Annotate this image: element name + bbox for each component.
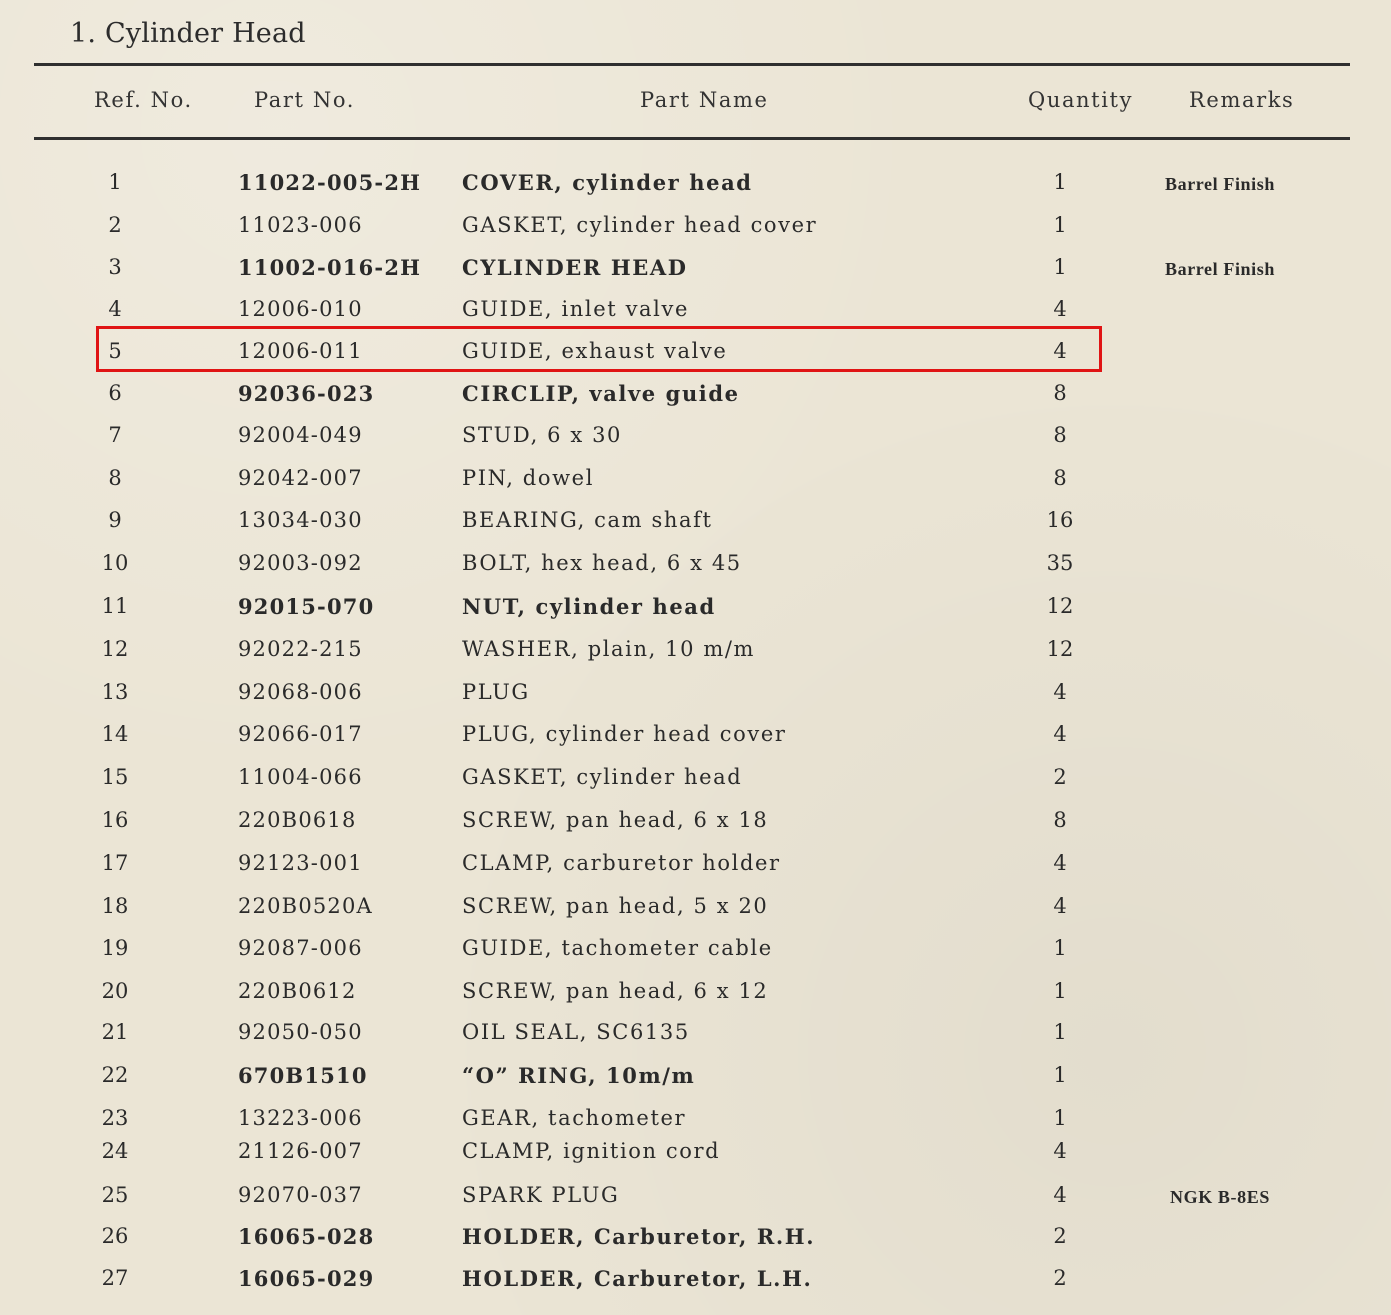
part-no-cell: 92050-050 bbox=[238, 1020, 363, 1044]
header-ref-no: Ref. No. bbox=[94, 88, 193, 112]
table-row bbox=[0, 1266, 1391, 1302]
part-name-cell: GASKET, cylinder head cover bbox=[462, 213, 818, 237]
ref-no-cell: 18 bbox=[101, 894, 129, 918]
ref-no-cell: 26 bbox=[101, 1224, 129, 1248]
part-name-cell: GUIDE, tachometer cable bbox=[462, 936, 773, 960]
quantity-cell: 1 bbox=[1053, 170, 1067, 194]
table-row bbox=[0, 637, 1391, 673]
ref-no-cell: 24 bbox=[101, 1139, 129, 1163]
quantity-cell: 1 bbox=[1053, 1020, 1067, 1044]
ref-no-cell: 17 bbox=[101, 851, 129, 875]
table-row bbox=[0, 936, 1391, 972]
ref-no-cell: 7 bbox=[108, 423, 122, 447]
table-row bbox=[0, 255, 1391, 291]
part-no-cell: 21126-007 bbox=[238, 1139, 363, 1163]
part-name-cell: PLUG bbox=[462, 680, 530, 704]
part-name-cell: COVER, cylinder head bbox=[462, 170, 753, 195]
part-name-cell: WASHER, plain, 10 m/m bbox=[462, 637, 756, 661]
table-row bbox=[0, 594, 1391, 630]
quantity-cell: 4 bbox=[1053, 851, 1067, 875]
part-no-cell: 92042-007 bbox=[238, 466, 363, 490]
quantity-cell: 4 bbox=[1053, 339, 1067, 363]
header-quantity: Quantity bbox=[1028, 88, 1134, 112]
quantity-cell: 8 bbox=[1053, 466, 1067, 490]
quantity-cell: 1 bbox=[1053, 936, 1067, 960]
ref-no-cell: 9 bbox=[108, 508, 122, 532]
part-no-cell: 92066-017 bbox=[238, 722, 363, 746]
quantity-cell: 1 bbox=[1053, 1106, 1067, 1130]
quantity-cell: 8 bbox=[1053, 381, 1067, 405]
quantity-cell: 35 bbox=[1046, 551, 1074, 575]
part-no-cell: 12006-010 bbox=[238, 297, 363, 321]
table-row bbox=[0, 423, 1391, 459]
ref-no-cell: 13 bbox=[101, 680, 129, 704]
table-row bbox=[0, 765, 1391, 801]
table-row bbox=[0, 1224, 1391, 1260]
ref-no-cell: 27 bbox=[101, 1266, 129, 1290]
table-row bbox=[0, 508, 1391, 544]
part-name-cell: SPARK PLUG bbox=[462, 1183, 620, 1207]
quantity-cell: 1 bbox=[1053, 979, 1067, 1003]
ref-no-cell: 5 bbox=[108, 339, 122, 363]
table-row bbox=[0, 1183, 1391, 1219]
part-no-cell: 13034-030 bbox=[238, 508, 363, 532]
quantity-cell: 1 bbox=[1053, 1063, 1067, 1087]
quantity-cell: 12 bbox=[1046, 594, 1074, 618]
table-row bbox=[0, 680, 1391, 716]
header-part-no: Part No. bbox=[254, 88, 355, 112]
header-part-name: Part Name bbox=[640, 88, 769, 112]
quantity-cell: 4 bbox=[1053, 1183, 1067, 1207]
ref-no-cell: 4 bbox=[108, 297, 122, 321]
part-name-cell: CYLINDER HEAD bbox=[462, 255, 688, 280]
table-row bbox=[0, 1020, 1391, 1056]
table-row bbox=[0, 851, 1391, 887]
table-row bbox=[0, 381, 1391, 417]
ref-no-cell: 6 bbox=[108, 381, 122, 405]
part-name-cell: HOLDER, Carburetor, R.H. bbox=[462, 1224, 816, 1249]
remarks-cell: Barrel Finish bbox=[1165, 259, 1275, 279]
part-name-cell: OIL SEAL, SC6135 bbox=[462, 1020, 690, 1044]
table-row bbox=[0, 466, 1391, 502]
section-title: 1. Cylinder Head bbox=[70, 18, 306, 49]
part-no-cell: 670B1510 bbox=[238, 1063, 368, 1088]
quantity-cell: 1 bbox=[1053, 213, 1067, 237]
part-name-cell: HOLDER, Carburetor, L.H. bbox=[462, 1266, 813, 1291]
quantity-cell: 8 bbox=[1053, 423, 1067, 447]
part-no-cell: 92022-215 bbox=[238, 637, 363, 661]
part-no-cell: 220B0520A bbox=[238, 894, 373, 918]
part-name-cell: PIN, dowel bbox=[462, 466, 595, 490]
part-no-cell: 92123-001 bbox=[238, 851, 363, 875]
part-no-cell: 12006-011 bbox=[238, 339, 363, 363]
part-name-cell: STUD, 6 x 30 bbox=[462, 423, 623, 447]
part-name-cell: CLAMP, ignition cord bbox=[462, 1139, 721, 1163]
ref-no-cell: 12 bbox=[101, 637, 129, 661]
part-no-cell: 92070-037 bbox=[238, 1183, 363, 1207]
table-row bbox=[0, 1063, 1391, 1099]
part-no-cell: 92068-006 bbox=[238, 680, 363, 704]
part-no-cell: 11002-016-2H bbox=[238, 255, 422, 280]
part-name-cell: GUIDE, exhaust valve bbox=[462, 339, 728, 363]
table-row bbox=[0, 170, 1391, 206]
quantity-cell: 4 bbox=[1053, 680, 1067, 704]
ref-no-cell: 25 bbox=[101, 1183, 129, 1207]
part-name-cell: NUT, cylinder head bbox=[462, 594, 716, 619]
ref-no-cell: 11 bbox=[101, 594, 129, 618]
part-no-cell: 92036-023 bbox=[238, 381, 375, 406]
quantity-cell: 4 bbox=[1053, 722, 1067, 746]
quantity-cell: 16 bbox=[1046, 508, 1074, 532]
ref-no-cell: 8 bbox=[108, 466, 122, 490]
ref-no-cell: 3 bbox=[108, 255, 122, 279]
part-name-cell: SCREW, pan head, 5 x 20 bbox=[462, 894, 769, 918]
table-row bbox=[0, 894, 1391, 930]
part-no-cell: 92004-049 bbox=[238, 423, 363, 447]
part-name-cell: BEARING, cam shaft bbox=[462, 508, 713, 532]
part-name-cell: PLUG, cylinder head cover bbox=[462, 722, 787, 746]
ref-no-cell: 2 bbox=[108, 213, 122, 237]
ref-no-cell: 16 bbox=[101, 808, 129, 832]
ref-no-cell: 10 bbox=[101, 551, 129, 575]
part-name-cell: GEAR, tachometer bbox=[462, 1106, 687, 1130]
table-row bbox=[0, 979, 1391, 1015]
part-no-cell: 11023-006 bbox=[238, 213, 363, 237]
quantity-cell: 4 bbox=[1053, 894, 1067, 918]
ref-no-cell: 22 bbox=[101, 1063, 129, 1087]
ref-no-cell: 14 bbox=[101, 722, 129, 746]
table-row bbox=[0, 1139, 1391, 1175]
part-no-cell: 220B0612 bbox=[238, 979, 357, 1003]
remarks-cell: Barrel Finish bbox=[1165, 174, 1275, 194]
part-name-cell: GUIDE, inlet valve bbox=[462, 297, 689, 321]
ref-no-cell: 20 bbox=[101, 979, 129, 1003]
ref-no-cell: 23 bbox=[101, 1106, 129, 1130]
quantity-cell: 2 bbox=[1053, 1224, 1067, 1248]
ref-no-cell: 15 bbox=[101, 765, 129, 789]
part-name-cell: SCREW, pan head, 6 x 18 bbox=[462, 808, 769, 832]
table-row bbox=[0, 551, 1391, 587]
part-name-cell: “O” RING, 10m/m bbox=[462, 1063, 696, 1088]
part-name-cell: GASKET, cylinder head bbox=[462, 765, 743, 789]
quantity-cell: 8 bbox=[1053, 808, 1067, 832]
quantity-cell: 2 bbox=[1053, 1266, 1067, 1290]
table-row bbox=[0, 808, 1391, 844]
part-name-cell: CLAMP, carburetor holder bbox=[462, 851, 781, 875]
part-no-cell: 92015-070 bbox=[238, 594, 375, 619]
part-no-cell: 92087-006 bbox=[238, 936, 363, 960]
quantity-cell: 4 bbox=[1053, 297, 1067, 321]
table-row bbox=[0, 1106, 1391, 1142]
header-remarks: Remarks bbox=[1189, 88, 1295, 112]
quantity-cell: 2 bbox=[1053, 765, 1067, 789]
part-no-cell: 16065-028 bbox=[238, 1224, 375, 1249]
part-no-cell: 13223-006 bbox=[238, 1106, 363, 1130]
table-row bbox=[0, 213, 1391, 249]
ref-no-cell: 19 bbox=[101, 936, 129, 960]
ref-no-cell: 1 bbox=[108, 170, 122, 194]
quantity-cell: 1 bbox=[1053, 255, 1067, 279]
part-no-cell: 220B0618 bbox=[238, 808, 357, 832]
part-no-cell: 16065-029 bbox=[238, 1266, 375, 1291]
quantity-cell: 4 bbox=[1053, 1139, 1067, 1163]
remarks-cell: NGK B-8ES bbox=[1170, 1187, 1270, 1207]
ref-no-cell: 21 bbox=[101, 1020, 129, 1044]
part-no-cell: 11022-005-2H bbox=[238, 170, 422, 195]
quantity-cell: 12 bbox=[1046, 637, 1074, 661]
part-name-cell: BOLT, hex head, 6 x 45 bbox=[462, 551, 742, 575]
part-no-cell: 11004-066 bbox=[238, 765, 363, 789]
highlight-box-row-5 bbox=[96, 326, 1102, 372]
table-row bbox=[0, 722, 1391, 758]
part-name-cell: CIRCLIP, valve guide bbox=[462, 381, 740, 406]
part-no-cell: 92003-092 bbox=[238, 551, 363, 575]
part-name-cell: SCREW, pan head, 6 x 12 bbox=[462, 979, 769, 1003]
